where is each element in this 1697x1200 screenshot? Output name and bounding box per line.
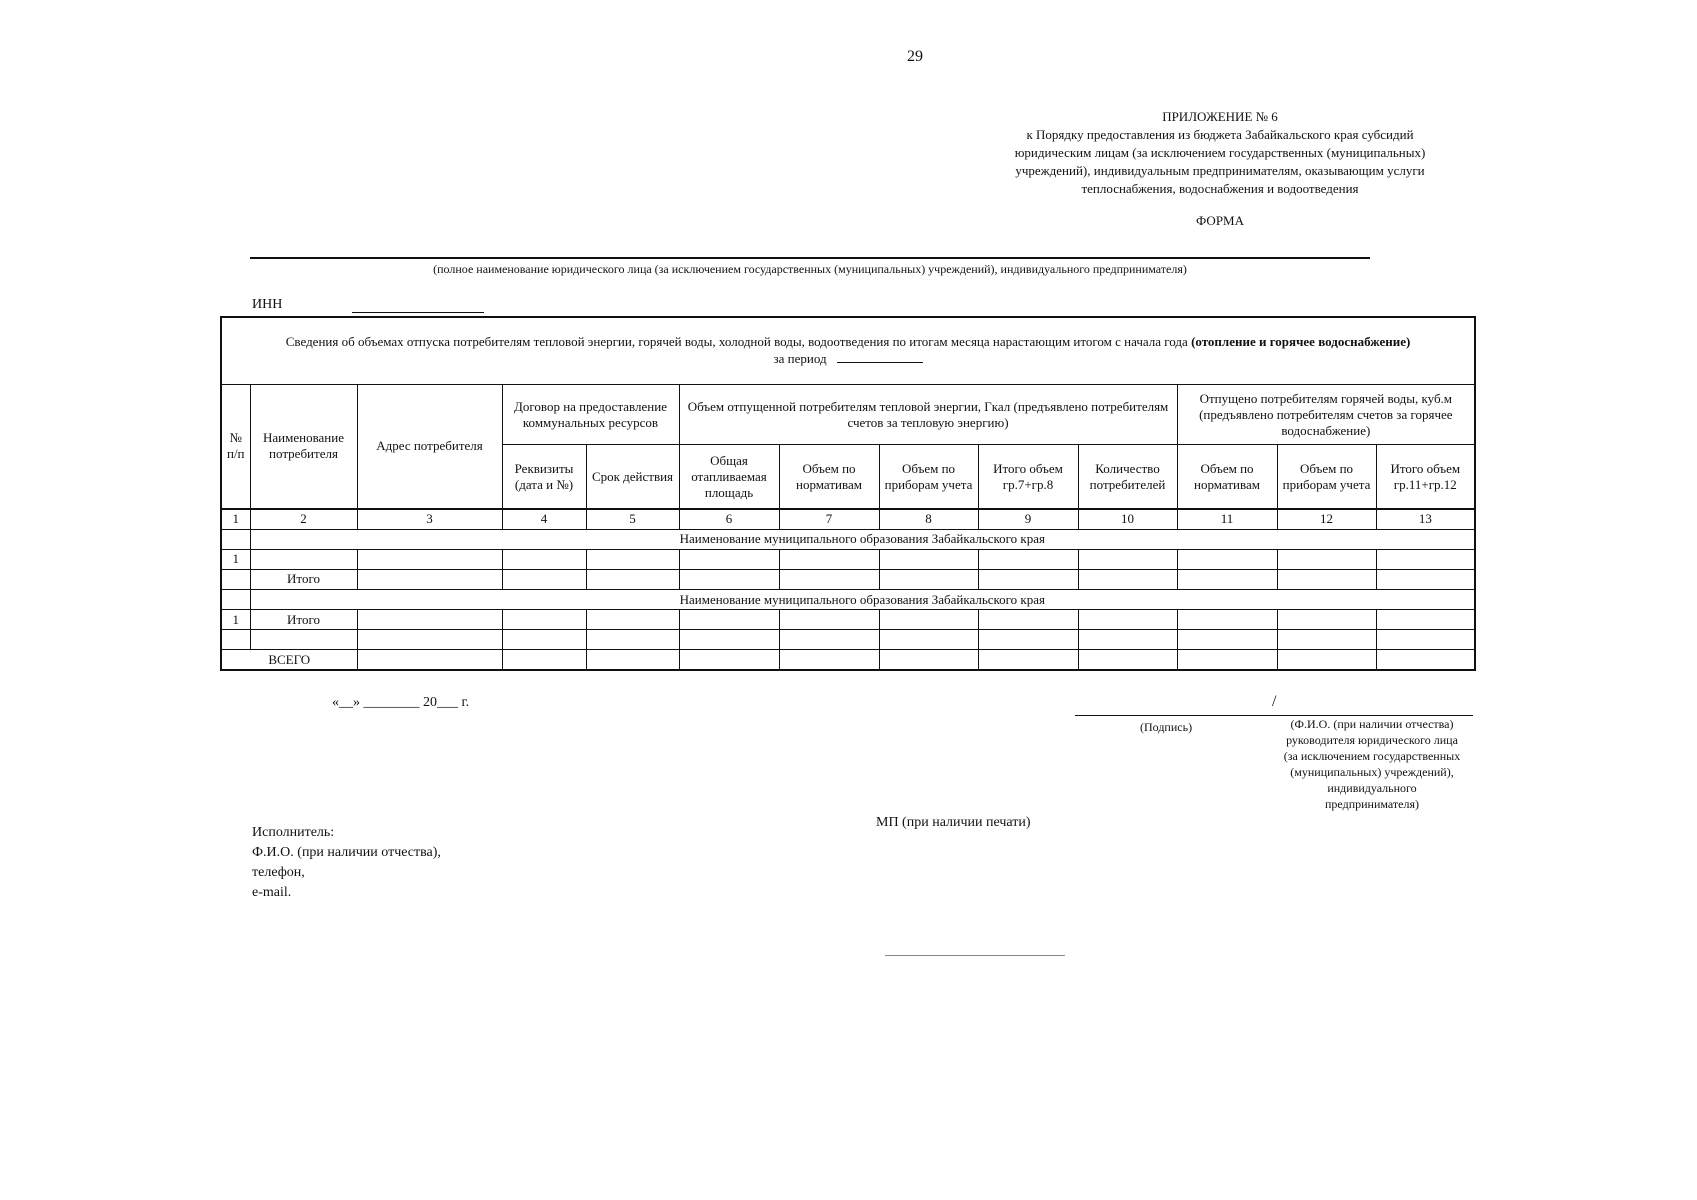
table-cell[interactable] bbox=[978, 630, 1078, 650]
report-table bbox=[220, 316, 1476, 671]
col-header-7: Объем по нормативам bbox=[779, 445, 879, 509]
column-number: 3 bbox=[357, 509, 502, 529]
appendix-line: к Порядку предоставления из бюджета Забайкальского края субсидий bbox=[1026, 127, 1414, 142]
table-cell[interactable] bbox=[586, 549, 679, 569]
table-cell[interactable] bbox=[779, 650, 879, 670]
table-cell[interactable] bbox=[879, 569, 978, 589]
fio-caption-line: предпринимателя) bbox=[1325, 797, 1419, 811]
executor-block bbox=[252, 823, 441, 903]
total-label: Итого bbox=[250, 610, 357, 630]
column-number: 2 bbox=[250, 509, 357, 529]
col-header-8: Объем по приборам учета bbox=[879, 445, 978, 509]
table-cell[interactable] bbox=[1078, 569, 1177, 589]
col-header-5: Срок действия bbox=[586, 445, 679, 509]
inn-field[interactable] bbox=[352, 298, 484, 313]
row-number: 1 bbox=[221, 549, 250, 569]
table-cell[interactable] bbox=[779, 549, 879, 569]
table-cell[interactable] bbox=[586, 569, 679, 589]
table-cell[interactable] bbox=[1078, 549, 1177, 569]
col-header-no: № п/п bbox=[221, 384, 250, 509]
table-cell[interactable] bbox=[879, 549, 978, 569]
signature-caption: (Подпись) bbox=[1140, 720, 1193, 734]
municipality-label: Наименование муниципального образования Забайкальского края bbox=[250, 590, 1475, 610]
table-cell[interactable] bbox=[879, 610, 978, 630]
municipality-row bbox=[221, 590, 1475, 610]
col-header-13: Итого объем гр.11+гр.12 bbox=[1376, 445, 1475, 509]
grand-total-label: ВСЕГО bbox=[221, 650, 357, 670]
executor-fio: Ф.И.О. (при наличии отчества), bbox=[252, 845, 441, 860]
col-header-9: Итого объем гр.7+гр.8 bbox=[978, 445, 1078, 509]
total-label: Итого bbox=[250, 569, 357, 589]
table-cell[interactable] bbox=[1078, 630, 1177, 650]
table-cell[interactable] bbox=[221, 590, 250, 610]
column-number: 7 bbox=[779, 509, 879, 529]
table-cell[interactable] bbox=[1376, 549, 1475, 569]
fio-caption-line: (Ф.И.О. (при наличии отчества) bbox=[1290, 717, 1454, 731]
signature-separator: / bbox=[1272, 693, 1277, 710]
executor-title: Исполнитель: bbox=[252, 825, 335, 840]
table-cell[interactable] bbox=[502, 569, 586, 589]
table-cell[interactable] bbox=[1376, 650, 1475, 670]
table-cell[interactable] bbox=[679, 630, 779, 650]
appendix-line: учреждений), индивидуальным предпринимателям, оказывающим услуги bbox=[1015, 163, 1425, 178]
column-number: 10 bbox=[1078, 509, 1177, 529]
column-number: 13 bbox=[1376, 509, 1475, 529]
column-number: 5 bbox=[586, 509, 679, 529]
table-cell[interactable] bbox=[1177, 549, 1277, 569]
organization-name-caption: (полное наименование юридического лица (за исключением государственных (муниципальных) учреждений), индивидуального предпринимателя) bbox=[433, 262, 1187, 276]
table-cell[interactable] bbox=[357, 610, 502, 630]
page-number: 29 bbox=[907, 48, 923, 65]
table-cell[interactable] bbox=[250, 630, 357, 650]
table-cell[interactable] bbox=[1376, 569, 1475, 589]
table-cell[interactable] bbox=[221, 569, 250, 589]
table-heading-text: Сведения об объемах отпуска потребителям тепловой энергии, горячей воды, холодной воды, водоотведения по итогам месяца нарастающим итогом с начала года bbox=[285, 334, 1188, 350]
fio-caption-line: (муниципальных) учреждений), bbox=[1290, 765, 1454, 779]
col-header-name: Наименование потребителя bbox=[250, 384, 357, 509]
col-header-10: Количество потребителей bbox=[1078, 445, 1177, 509]
table-cell[interactable] bbox=[502, 549, 586, 569]
period-field[interactable] bbox=[837, 350, 923, 363]
period-label: за период bbox=[773, 351, 827, 367]
column-number: 9 bbox=[978, 509, 1078, 529]
table-cell[interactable] bbox=[357, 650, 502, 670]
group-header-hotwater: Отпущено потребителям горячей воды, куб.м (предъявлено потребителям счетов за горячее водоснабжение) bbox=[1177, 384, 1475, 444]
table-cell[interactable] bbox=[978, 549, 1078, 569]
table-cell[interactable] bbox=[586, 630, 679, 650]
table-cell[interactable] bbox=[679, 569, 779, 589]
fio-caption-line: (за исключением государственных bbox=[1283, 749, 1461, 763]
table-cell[interactable] bbox=[1177, 610, 1277, 630]
table-cell[interactable] bbox=[1376, 630, 1475, 650]
table-cell[interactable] bbox=[502, 630, 586, 650]
row-number: 1 bbox=[221, 610, 250, 630]
table-cell[interactable] bbox=[1177, 630, 1277, 650]
fio-caption bbox=[1272, 716, 1472, 812]
table-cell[interactable] bbox=[978, 610, 1078, 630]
table-heading bbox=[221, 317, 1475, 384]
table-cell[interactable] bbox=[357, 549, 502, 569]
seal-label: МП (при наличии печати) bbox=[876, 815, 1031, 830]
inn-row bbox=[252, 297, 484, 313]
grand-total-row bbox=[221, 650, 1475, 670]
fio-caption-line: индивидуального bbox=[1327, 781, 1417, 795]
date-field[interactable]: «__» ________ 20___ г. bbox=[332, 695, 470, 710]
column-number: 12 bbox=[1277, 509, 1376, 529]
column-number: 11 bbox=[1177, 509, 1277, 529]
table-cell[interactable] bbox=[978, 569, 1078, 589]
appendix-line: юридическим лицам (за исключением государственных (муниципальных) bbox=[1014, 145, 1426, 160]
table-row bbox=[221, 549, 1475, 569]
table-cell[interactable] bbox=[879, 630, 978, 650]
appendix-line: теплоснабжения, водоснабжения и водоотведения bbox=[1081, 181, 1359, 196]
organization-name-field[interactable] bbox=[250, 257, 1370, 259]
form-label: ФОРМА bbox=[1196, 213, 1244, 228]
table-cell[interactable] bbox=[1376, 610, 1475, 630]
table-cell[interactable] bbox=[1277, 549, 1376, 569]
table-cell[interactable] bbox=[679, 549, 779, 569]
column-number: 6 bbox=[679, 509, 779, 529]
table-row bbox=[221, 630, 1475, 650]
table-cell[interactable] bbox=[879, 650, 978, 670]
table-cell[interactable] bbox=[779, 569, 879, 589]
total-row bbox=[221, 610, 1475, 630]
table-cell[interactable] bbox=[502, 610, 586, 630]
table-cell[interactable] bbox=[221, 630, 250, 650]
fio-caption-line: руководителя юридического лица bbox=[1286, 733, 1458, 747]
table-cell[interactable] bbox=[1277, 610, 1376, 630]
municipality-row bbox=[221, 529, 1475, 549]
table-cell[interactable] bbox=[357, 630, 502, 650]
executor-email: e-mail. bbox=[252, 885, 292, 900]
municipality-label: Наименование муниципального образования Забайкальского края bbox=[250, 529, 1475, 549]
table-cell[interactable] bbox=[779, 630, 879, 650]
table-cell[interactable] bbox=[1277, 569, 1376, 589]
table-cell[interactable] bbox=[1177, 650, 1277, 670]
col-header-4: Реквизиты (дата и №) bbox=[502, 445, 586, 509]
appendix-block bbox=[990, 108, 1450, 230]
table-cell[interactable] bbox=[357, 569, 502, 589]
group-header-heat: Объем отпущенной потребителям тепловой энергии, Гкал (предъявлено потребителям счетов за тепловую энергию) bbox=[679, 384, 1177, 444]
column-number: 1 bbox=[221, 509, 250, 529]
table-cell[interactable] bbox=[586, 610, 679, 630]
table-heading-bold: (отопление и горячее водоснабжение) bbox=[1191, 334, 1411, 350]
col-header-6: Общая отапливаемая площадь bbox=[679, 445, 779, 509]
table-cell[interactable] bbox=[1177, 569, 1277, 589]
table-cell[interactable] bbox=[502, 650, 586, 670]
column-number: 4 bbox=[502, 509, 586, 529]
column-number-row bbox=[221, 509, 1475, 529]
col-header-address: Адрес потребителя bbox=[357, 384, 502, 509]
total-row bbox=[221, 569, 1475, 589]
table-cell[interactable] bbox=[586, 650, 679, 670]
col-header-11: Объем по нормативам bbox=[1177, 445, 1277, 509]
table-cell[interactable] bbox=[679, 650, 779, 670]
executor-phone: телефон, bbox=[252, 865, 305, 880]
inn-label: ИНН bbox=[252, 297, 283, 312]
footer-divider bbox=[885, 955, 1065, 956]
column-number: 8 bbox=[879, 509, 978, 529]
col-header-12: Объем по приборам учета bbox=[1277, 445, 1376, 509]
appendix-title: ПРИЛОЖЕНИЕ № 6 bbox=[1162, 109, 1278, 124]
table-cell[interactable] bbox=[221, 529, 250, 549]
group-header-contract: Договор на предоставление коммунальных ресурсов bbox=[502, 384, 679, 444]
table-cell[interactable] bbox=[1078, 610, 1177, 630]
table-cell[interactable] bbox=[250, 549, 357, 569]
table-cell[interactable] bbox=[978, 650, 1078, 670]
table-cell[interactable] bbox=[679, 610, 779, 630]
table-cell[interactable] bbox=[779, 610, 879, 630]
table-cell[interactable] bbox=[1277, 650, 1376, 670]
table-cell[interactable] bbox=[1277, 630, 1376, 650]
table-cell[interactable] bbox=[1078, 650, 1177, 670]
